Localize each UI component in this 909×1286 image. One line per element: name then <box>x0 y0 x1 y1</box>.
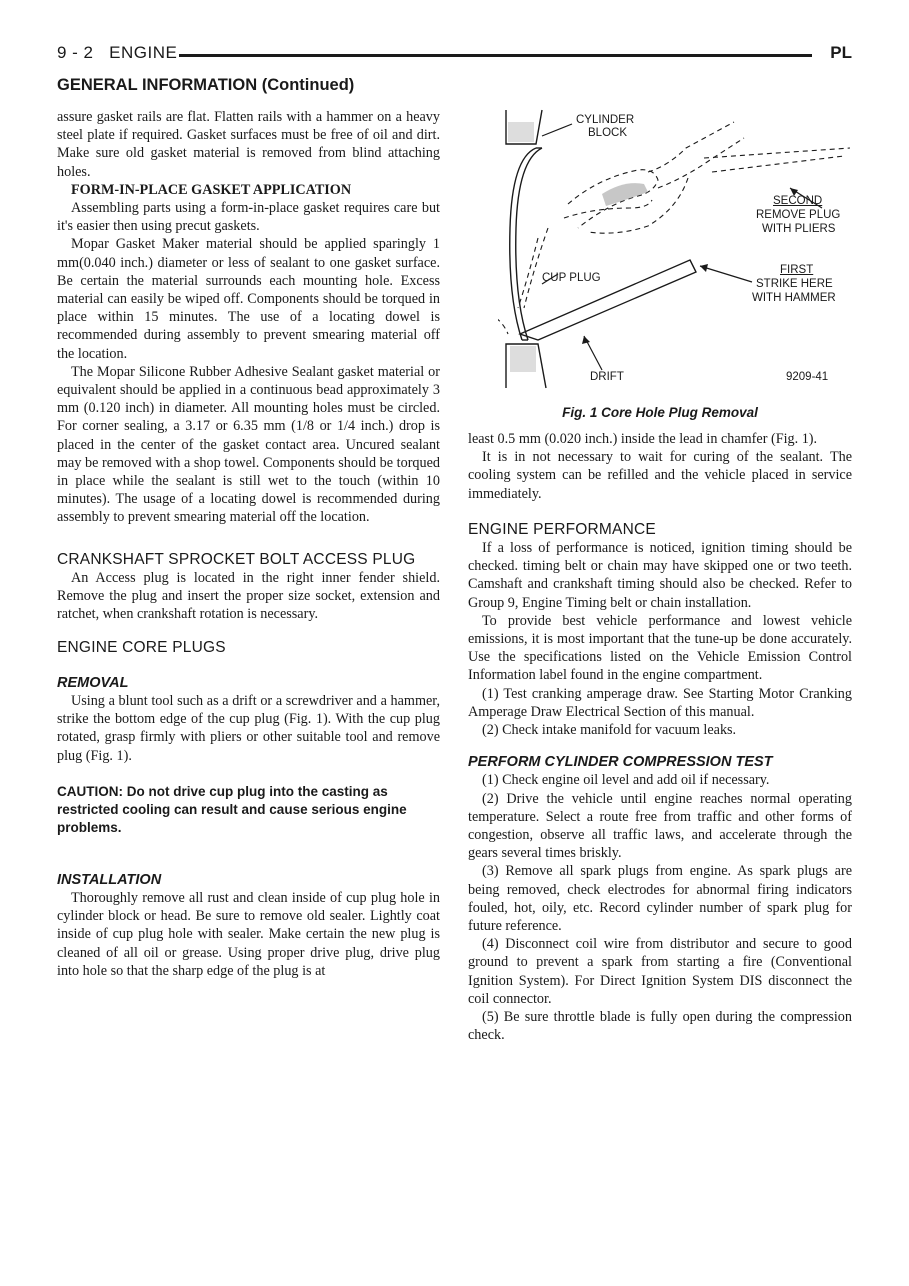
compression-heading: PERFORM CYLINDER COMPRESSION TEST <box>468 754 773 771</box>
paragraph: Mopar Gasket Maker material should be applied sparingly 1 mm(0.040 inch.) diameter or less of sealant to one gasket surface. Be certain the material surrounds each mounting hole. Excess material can easily be wiped off. Components should be torqued in place within 15 minutes. The use of a locating dowel is recommended during assembly to prevent smearing material off the location. <box>57 236 440 362</box>
label-cylinder: CYLINDER <box>576 114 635 126</box>
paragraph: assure gasket rails are flat. Flatten rails with a hammer on a heavy steel plate if required. Gasket surfaces must be free of oil and dirt. Make sure old gasket material is removed from blind attaching holes. <box>57 109 440 180</box>
paragraph: (2) Check intake manifold for vacuum leaks. <box>482 722 737 739</box>
section-code: PL <box>830 43 852 62</box>
paragraph: least 0.5 mm (0.020 inch.) inside the lead in chamfer (Fig. 1). <box>468 431 818 447</box>
figure-code: 9209-41 <box>786 371 829 383</box>
performance-heading: ENGINE PERFORMANCE <box>468 520 656 538</box>
paragraph: (5) Be sure throttle blade is fully open during the compression check. <box>468 1009 852 1044</box>
label-block: BLOCK <box>588 127 627 139</box>
paragraph: (2) Drive the vehicle until engine reaches normal operating temperature. Select a route free from traffic and other forms of congestion, observe all traffic laws, and accelerate through the gears several times briskly. <box>468 790 852 862</box>
left-column <box>57 108 440 980</box>
installation-heading: INSTALLATION <box>57 871 162 888</box>
figure-caption: Fig. 1 Core Hole Plug Removal <box>562 405 758 420</box>
label-with-hammer: WITH HAMMER <box>752 292 836 304</box>
label-second: SECOND <box>773 195 823 207</box>
label-drift: DRIFT <box>590 371 624 383</box>
paragraph: Using a blunt tool such as a drift or a screwdriver and a hammer, strike the bottom edge of the cup plug (Fig. 1). With the cup plug rotated, grasp firmly with pliers or other suitable tool and remove plug (Fig. 1). <box>57 692 440 764</box>
removal-heading: REMOVAL <box>57 674 129 691</box>
paragraph: To provide best vehicle performance and lowest vehicle emissions, it is most important that the tune-up be done accurately. Use the specifications listed on the Vehicle Emission Control Information label found in the engine compartment. <box>468 612 852 684</box>
paragraph: (3) Remove all spark plugs from engine. As spark plugs are being removed, check electrodes for abnormal firing indicators fouled, hot, oily, etc. Record cylinder number of spark plug for future reference. <box>468 863 852 935</box>
label-with-pliers: WITH PLIERS <box>762 223 836 235</box>
label-first: FIRST <box>780 264 814 276</box>
paragraph: (1) Test cranking amperage draw. See Starting Motor Cranking Amperage Draw Electrical Section of this manual. <box>468 685 852 720</box>
paragraph: Thoroughly remove all rust and clean inside of cup plug hole in cylinder block or head. Be sure to remove old sealer. Lightly coat inside of cup plug hole with sealer. Make certain the new plug is cleaned of all oil or grease. Using proper drive plug, drive plug into hole so that the sharp edge of the plug is at <box>57 889 440 979</box>
page-reference: 9 - 2 ENGINE <box>57 43 178 62</box>
label-cup-plug: CUP PLUG <box>542 272 601 284</box>
crankshaft-heading: CRANKSHAFT SPROCKET BOLT ACCESS PLUG <box>57 550 416 568</box>
right-column <box>468 430 852 1045</box>
core-plug-diagram <box>498 108 852 390</box>
form-in-place-heading: FORM-IN-PLACE GASKET APPLICATION <box>71 181 352 198</box>
paragraph: Assembling parts using a form-in-place gasket requires care but it's easier then using precut gaskets. <box>57 200 440 235</box>
core-plugs-heading: ENGINE CORE PLUGS <box>57 639 226 657</box>
paragraph: If a loss of performance is noticed, ignition timing should be checked. timing belt or chain may have skipped one or two teeth. Camshaft and crankshaft timing should also be checked. Refer to Group 9, Engine Timing belt or chain installation. <box>468 540 852 611</box>
caution-note: CAUTION: Do not drive cup plug into the casting as restricted cooling can result and cause serious engine problems. <box>57 783 407 835</box>
label-remove-plug: REMOVE PLUG <box>756 209 841 221</box>
section-title: GENERAL INFORMATION (Continued) <box>57 76 355 94</box>
label-strike-here: STRIKE HERE <box>756 278 833 290</box>
page-header <box>57 43 852 67</box>
header-rule <box>179 54 812 57</box>
paragraph: (1) Check engine oil level and add oil if necessary. <box>482 772 770 789</box>
paragraph: The Mopar Silicone Rubber Adhesive Sealant gasket material or equivalent should be applied in a continuous bead approximately 3 mm (0.120 inch) in diameter. All mounting holes must be circled. For corner sealing, a 3.17 or 6.35 mm (1/8 or 1/4 inch.) drop is placed in the center of the gasket contact area. Uncured sealant may be removed with a shop towel. Components should be torqued in place while the sealant is still wet to the touch (within 10 minutes). The usage of a locating dowel is recommended during assembly to prevent smearing material off the location. <box>57 363 440 526</box>
core-plug-figure <box>498 108 852 390</box>
paragraph: (4) Disconnect coil wire from distributor and secure to good ground to prevent a spark from starting a fire (Conventional Ignition System). For Direct Ignition System DIS disconnect the coil connector. <box>468 936 852 1007</box>
paragraph: An Access plug is located in the right inner fender shield. Remove the plug and insert the proper size socket, extension and ratchet, when crankshaft rotation is necessary. <box>57 569 440 623</box>
paragraph: It is in not necessary to wait for curing of the sealant. The cooling system can be refilled and the vehicle placed in service immediately. <box>468 449 852 502</box>
